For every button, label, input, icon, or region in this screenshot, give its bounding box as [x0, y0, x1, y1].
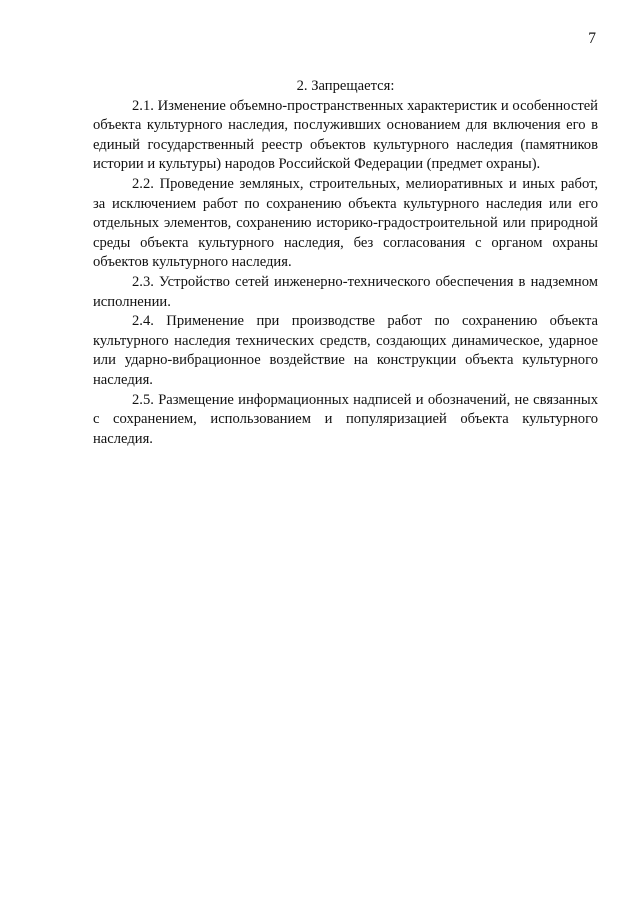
page-number: 7 [588, 30, 596, 47]
clause-2-1: 2.1. Изменение объемно-пространственных характеристик и особенностей объекта культурного наследия, послуживших основанием для включения его в единый государственный реестр объектов культурного наследия (памятников истории и культуры) народов Российской Федерации (предмет охраны). [93, 97, 598, 173]
clause-2-2: 2.2. Проведение земляных, строительных, мелиоративных и иных работ, за исключением работ по сохранению объекта культурного наследия или его отдельных элементов, сохранению историко-градостроительной или природной среды объекта культурного наследия, без согласования с органом охраны объектов культурного наследия. [93, 175, 598, 271]
section-title: 2. Запрещается: [296, 78, 395, 94]
clause-2-3: 2.3. Устройство сетей инженерно-технического обеспечения в надземном исполнении. [93, 273, 598, 310]
document-body [93, 77, 598, 449]
clause-2-5: 2.5. Размещение информационных надписей и обозначений, не связанных с сохранением, использованием и популяризацией объекта культурного наследия. [93, 391, 598, 447]
clause-2-4: 2.4. Применение при производстве работ по сохранению объекта культурного наследия технических средств, создающих динамическое, ударное или ударно-вибрационное воздействие на конструкции объекта культурного наследия. [93, 313, 598, 388]
